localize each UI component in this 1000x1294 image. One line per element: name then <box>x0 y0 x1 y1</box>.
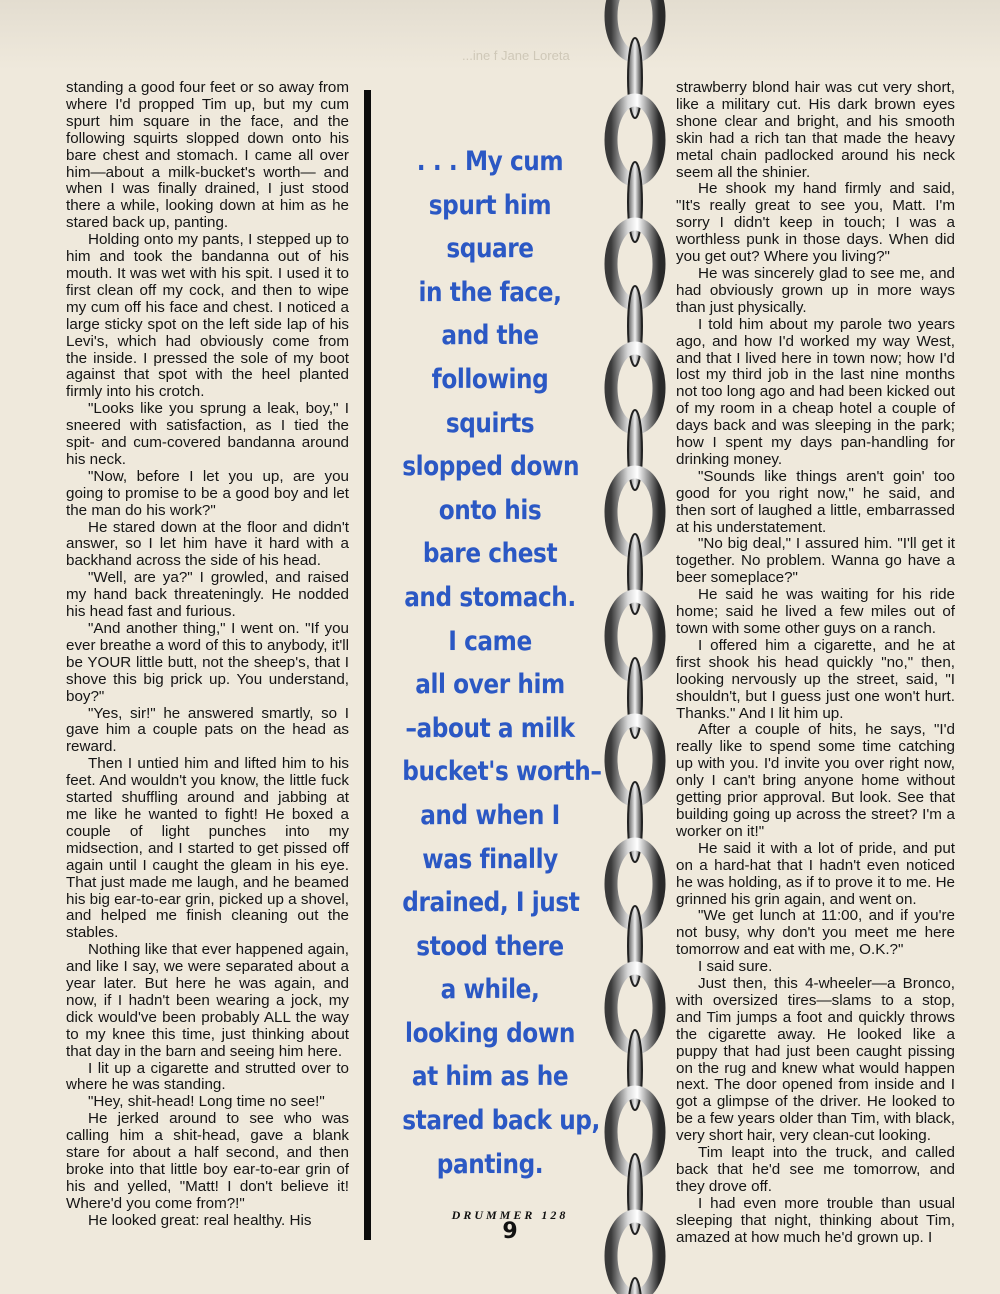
paragraph: He shook my hand firmly and said, "It's really great to see you, Matt. I'm sorry I didn't keep in touch; I was a worthless punk in those days. When did you get out? Where you living?" <box>676 180 955 266</box>
page-number: 9 <box>502 1219 518 1244</box>
paragraph: He jerked around to see who was calling him a shit-head, gave a blank stare for about a half second, and then broke into that little boy ear-to-ear grin of his and yelled, "Matt! I don't believe it! Where'd you come from?!" <box>66 1110 349 1212</box>
pull-quote-line: bare chest <box>422 538 558 570</box>
pull-quote-line: . . . My cum <box>416 146 564 177</box>
paragraph: I had even more trouble than usual sleeping that night, thinking about Tim, amazed at how much he'd grown up. I <box>676 1194 955 1246</box>
pull-quote-line: a while, <box>440 974 540 1006</box>
paragraph: He said it with a lot of pride, and put on a hard-hat that I hadn't even noticed he was holding, as if to prove it to me. He grinned his grin again, and went on. <box>676 839 955 908</box>
pull-quote-line: looking down <box>405 1017 575 1049</box>
paragraph: "Now, before I let you up, are you going to promise to be a good boy and let the man do his work?" <box>66 467 349 519</box>
paragraph: Then I untied him and lifted him to his feet. And wouldn't you know, the little fuck started shuffling around and jabbing at me like he wanted to fight! He boxed a couple of light punches into my midsection, and I started to get pissed off again until I caught the gleam in his eye. That just made me laugh, and he beamed his big ear-to-ear grin, picked up a shovel, and helped me finish cleaning out the stables. <box>66 755 349 942</box>
pull-quote-line: slopped down <box>402 451 580 483</box>
paragraph: strawberry blond hair was cut very short, like a military cut. His dark brown eyes shone clear and bright, and his smooth skin had a rich tan that made the heavy metal chain padlocked around his neck seem all the shinier. <box>676 79 955 181</box>
paragraph: "We get lunch at 11:00, and if you're not busy, why don't you meet me here tomorrow and eat with me, O.K.?" <box>676 907 955 959</box>
chain-link <box>628 1278 642 1294</box>
paragraph: "And another thing," I went on. "If you ever breathe a word of this to anybody, it'll be YOUR little butt, not the sheep's, that I shove this big prick up. You understand, boy?" <box>66 620 349 705</box>
pull-quote-line: following <box>431 363 549 395</box>
paragraph: He was sincerely glad to see me, and had obviously grown up in more ways than just physically. <box>676 264 955 316</box>
paragraph: "Hey, shit-head! Long time no see!" <box>88 1093 325 1111</box>
pull-quote-line: onto his <box>438 494 542 526</box>
pull-quote-line: stared back up, <box>402 1105 600 1137</box>
paragraph: "Yes, sir!" he answered smartly, so I gave him a couple pats on the head as reward. <box>66 704 349 756</box>
paragraph: Holding onto my pants, I stepped up to him and took the bandanna out of his mouth. It was wet with his spit. I used it to first clean off my cock, and then to wipe my cum off his face and chest. I noticed a large sticky spot on the left side lap of his Levi's, which had obviously come from the inside. I pressed the sole of my boot against that spot with the heel planted firmly into his crotch. <box>66 231 349 401</box>
pull-quote-line: and when I <box>420 799 560 831</box>
right-text-column <box>676 80 955 1247</box>
pull-quote-line: bucket's worth– <box>402 756 602 788</box>
paragraph: "No big deal," I assured him. "I'll get it together. No problem. Wanna go have a beer someplace?" <box>676 535 955 587</box>
top-bleed-area <box>0 0 1000 70</box>
pull-quote-line: all over him <box>415 669 565 701</box>
pull-quote <box>402 140 602 1186</box>
paragraph: "Looks like you sprung a leak, boy," I sneered with satisfaction, as I tied the spit- and cum-covered bandanna around his neck. <box>66 400 349 468</box>
magazine-name: DRUMMER 128 <box>451 1208 569 1222</box>
pull-quote-line: and stomach. <box>404 581 576 613</box>
paragraph: "Sounds like things aren't goin' too good for you right now," he said, and then sort of laughed a little, embarrassed at his understatement. <box>676 467 955 536</box>
paragraph: He said he was waiting for his ride home; said he lived a few miles out of town with some other guys on a ranch. <box>676 586 955 637</box>
paragraph: He stared down at the floor and didn't answer, so I let him have it hard with a backhand across the side of his head. <box>66 518 349 570</box>
paragraph: I told him about my parole two years ago, and how I'd worked my way West, and that I lived here in town now; how I'd lost my third job in the last nine months not too long ago and had been kicked out of my room in a cheap hotel a couple of days back and was sleeping in the park; how I spent my days pan-handling for drinking money. <box>676 315 955 468</box>
paragraph: Nothing like that ever happened again, and like I say, we were separated about a year later. But here he was again, and now, if I hadn't been wearing a jock, my dick would've been probably ALL the way to my knee this time, just thinking about that day in the barn and seeing him here. <box>66 941 349 1060</box>
paragraph: I lit up a cigarette and strutted over to where he was standing. <box>66 1059 349 1094</box>
pull-quote-line: squirts <box>445 407 535 439</box>
paragraph: standing a good four feet or so away from where I'd propped Tim up, but my cum spurt him square in the face, and the following squirts slopped down onto his bare chest and stomach. I came all over him—about a milk-bucket's worth— and when I was finally drained, I just stood there a while, looking down at him as he stared back up, panting. <box>66 79 349 232</box>
paragraph: Just then, this 4-wheeler—a Bronco, with oversized tires—slams to a stop, and Tim jumps a foot and quickly throws the cigarette away. He looked like a puppy that had just been caught pissing on the rug and knew what would happen next. The door opened from inside and I got a glimpse of the driver. He looked to be a few years older than Tim, with black, very short hair, very clean-cut looking. <box>676 975 955 1145</box>
pull-quote-line: –about a milk <box>405 712 575 744</box>
page-folio <box>435 1208 585 1244</box>
pull-quote-line: panting. <box>436 1148 544 1180</box>
pull-quote-line: spurt him <box>428 189 552 221</box>
pull-quote-line: drained, I just <box>402 887 580 919</box>
pull-quote-line: and the <box>441 320 539 352</box>
paragraph: He looked great: real healthy. His <box>88 1211 312 1229</box>
paragraph: After a couple of hits, he says, "I'd really like to spend some time catching up with you. I'd invite you over right now, only I can't bring anyone home without getting prior approval. But look. See that building going up across the street? I'm a worker on it!" <box>676 721 955 840</box>
pull-quote-line: was finally <box>422 843 558 875</box>
paragraph: Tim leapt into the truck, and called back that he'd see me tomorrow, and they drove off. <box>676 1144 955 1195</box>
paragraph: I said sure. <box>698 958 773 976</box>
pull-quote-rule <box>364 90 371 1240</box>
chain-graphic <box>592 0 678 1294</box>
bleed-through-text: ...ine f Jane Loreta <box>462 48 570 63</box>
pull-quote-line: square <box>446 233 534 265</box>
pull-quote-line: stood there <box>416 930 564 962</box>
paragraph: "Well, are ya?" I growled, and raised my hand back threateningly. He nodded his head fast and furious. <box>66 569 349 621</box>
pull-quote-line: at him as he <box>411 1061 569 1093</box>
pull-quote-line: in the face, <box>418 276 562 308</box>
paragraph: I offered him a cigarette, and he at first shook his head quickly "no," then, looking nervously up the street, said, "I shouldn't, but I guess just one won't hurt. Thanks." And I lit him up. <box>676 636 955 722</box>
left-text-column <box>66 80 349 1230</box>
pull-quote-line: I came <box>448 625 532 657</box>
